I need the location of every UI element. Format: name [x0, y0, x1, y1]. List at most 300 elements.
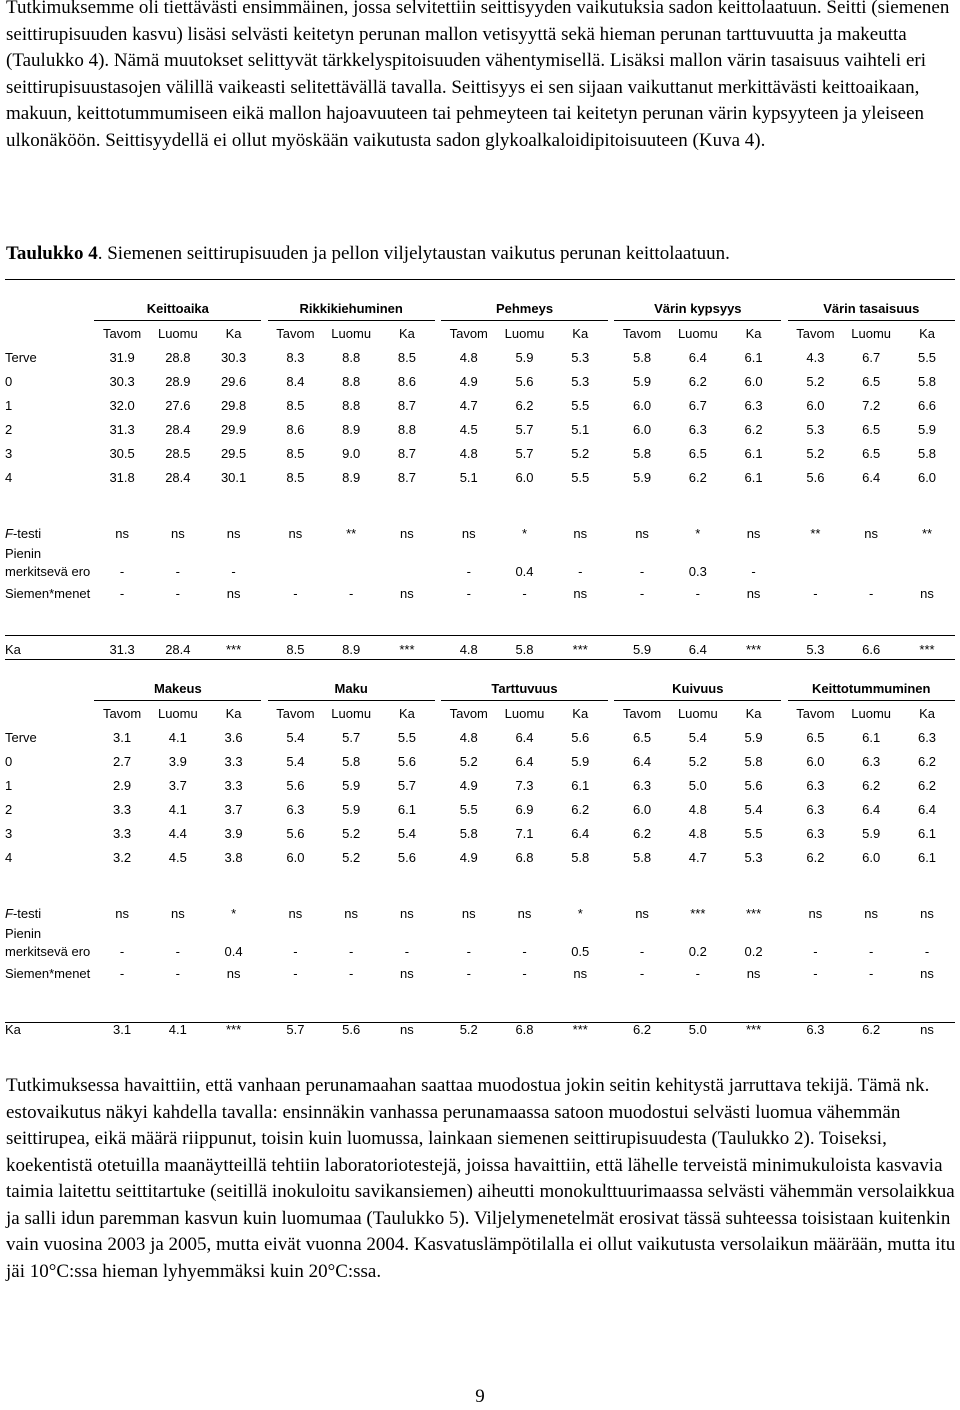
table-cell	[899, 561, 955, 581]
row-label-ka: Ka	[5, 1021, 21, 1037]
table-cell: 5.6	[515, 373, 534, 389]
table-cell: -	[175, 585, 181, 601]
table-cell: 6.8	[515, 1021, 534, 1037]
table-cell: 29.9	[220, 421, 247, 437]
table-cell: ns	[920, 905, 934, 921]
table-cell: 5.5	[571, 469, 590, 485]
table-cell: ns	[573, 525, 588, 541]
table-cell: 3.7	[224, 801, 243, 817]
table-cell: -	[119, 943, 125, 959]
table-cell: ns	[864, 525, 879, 541]
table-row	[5, 725, 955, 749]
table-cell: ns	[170, 525, 185, 541]
column-header: Ka	[225, 705, 242, 721]
table-cell: ***	[226, 1021, 242, 1037]
table-cell: 6.0	[633, 397, 652, 413]
table-cell: *	[577, 905, 583, 921]
table-cell: 5.9	[342, 777, 361, 793]
table-cell: 8.8	[342, 373, 361, 389]
table-cell: 4.8	[459, 641, 478, 657]
row-label-pienin: Pienin	[5, 545, 42, 561]
table-cell: 3.3	[113, 825, 132, 841]
table-cell: 6.1	[862, 729, 881, 745]
table-cell	[268, 561, 324, 581]
table-cell: 5.8	[571, 849, 590, 865]
table-cell: -	[293, 943, 298, 959]
table-row	[5, 925, 955, 941]
spacer-cell	[5, 621, 955, 637]
table-cell: 0.2	[744, 943, 763, 959]
table-cell: 6.5	[688, 445, 707, 461]
table-cell: ns	[400, 965, 414, 981]
table-cell: 30.3	[109, 373, 135, 389]
table-cell: 6.3	[862, 753, 881, 769]
table-cell: ns	[288, 905, 303, 921]
table-cell: 8.7	[397, 469, 416, 485]
table-cell: 4.1	[168, 1021, 187, 1037]
table-cell: 5.2	[806, 373, 825, 389]
table-cell: -	[868, 943, 874, 959]
table-cell: 5.5	[397, 729, 416, 745]
table-cell: 3.6	[224, 729, 243, 745]
spacer-cell	[94, 545, 955, 561]
column-header: Ka	[745, 705, 762, 721]
spacer-row	[5, 605, 955, 621]
table-cell: *	[695, 525, 701, 541]
column-header: Luomu	[677, 705, 718, 721]
row-label: 4	[5, 469, 13, 485]
table-cell: -	[293, 965, 298, 981]
table-cell: 5.3	[571, 373, 590, 389]
table-cell: 31.3	[109, 421, 135, 437]
table-cell: ns	[400, 905, 414, 921]
spacer-row	[5, 985, 955, 1001]
table-row	[5, 393, 955, 417]
table-cell: -	[695, 585, 700, 601]
column-header: Tavom	[622, 325, 662, 341]
table-cell: 32.0	[109, 397, 135, 413]
table-cell: 3.3	[113, 801, 132, 817]
table-cell: 6.1	[744, 445, 763, 461]
column-header: Ka	[225, 325, 242, 341]
table-cell: 8.4	[286, 373, 305, 389]
table-cell: 6.2	[633, 825, 652, 841]
table-row	[5, 797, 955, 821]
table-cell: ns	[746, 585, 761, 601]
table-cell: 5.9	[633, 373, 652, 389]
column-header: Luomu	[504, 705, 545, 721]
table-cell: 4.8	[459, 729, 478, 745]
table-cell: 6.0	[633, 421, 652, 437]
column-header: Tavom	[449, 325, 488, 341]
spacer-cell	[5, 869, 955, 885]
table-cell: 29.6	[220, 373, 247, 389]
table-cell: ***	[745, 905, 762, 921]
table-cell: 6.4	[571, 825, 590, 841]
table-cell: 8.5	[286, 641, 305, 657]
table-cell: 6.4	[515, 729, 534, 745]
table-cell: 5.4	[286, 753, 305, 769]
table-cell: 6.2	[917, 777, 937, 793]
table-cell: 5.3	[744, 849, 763, 865]
spacer-row	[5, 621, 955, 637]
table-cell: 6.3	[633, 777, 652, 793]
table-cell: 8.8	[397, 421, 416, 437]
table-cell: **	[921, 525, 933, 541]
table-cell: ns	[461, 905, 476, 921]
table-cell: 6.4	[917, 801, 937, 817]
table-cell: -	[293, 585, 298, 601]
table-cell: 6.2	[571, 801, 590, 817]
table-cell: 5.6	[286, 777, 305, 793]
table-cell: 5.9	[571, 753, 590, 769]
table-cell: -	[119, 585, 125, 601]
column-header: Luomu	[851, 325, 892, 341]
column-header: Luomu	[157, 705, 198, 721]
column-header: Luomu	[851, 705, 892, 721]
table-cell: 4.8	[688, 801, 707, 817]
table-cell: 6.2	[633, 1021, 652, 1037]
table-cell: 5.0	[688, 777, 707, 793]
table-cooking-quality-a	[5, 279, 955, 657]
table-cell: 6.3	[806, 801, 825, 817]
subheader-row	[5, 701, 955, 726]
table-cell: ns	[808, 905, 823, 921]
table-cell: 8.5	[397, 349, 416, 365]
row-label: 1	[5, 777, 13, 793]
table-cell: 5.7	[515, 445, 534, 461]
table-cell: 5.6	[571, 729, 590, 745]
row-label-merkitseva: merkitsevä ero	[5, 563, 91, 579]
column-header: Luomu	[504, 325, 545, 341]
row-label-pienin: Pienin	[5, 925, 42, 941]
table-cell: ns	[226, 525, 241, 541]
table-cell: ns	[115, 525, 129, 541]
table-cell: 7.2	[862, 397, 881, 413]
table-cell: 4.9	[459, 849, 478, 865]
table-cell: 8.5	[286, 445, 305, 461]
table-cell: ns	[344, 905, 359, 921]
table-cell: 5.4	[688, 729, 707, 745]
table-cell: 5.2	[459, 753, 478, 769]
table-cell: 5.5	[459, 801, 478, 817]
table-row	[5, 941, 955, 961]
group-header: Makeus	[94, 676, 261, 701]
table-cell: 6.0	[515, 469, 534, 485]
ftesti-f: F	[5, 525, 13, 541]
table-cell: 28.5	[165, 445, 191, 461]
column-header: Tavom	[796, 325, 835, 341]
table-cell: 31.8	[109, 469, 135, 485]
table-cell: 4.7	[688, 849, 707, 865]
table-cell: ns	[400, 585, 414, 601]
table-cell: 3.9	[224, 825, 243, 841]
column-header: Ka	[919, 325, 935, 341]
table-cell: 5.7	[342, 729, 361, 745]
table-cell: 5.9	[744, 729, 763, 745]
table-cell: 6.2	[688, 469, 707, 485]
table-cell	[323, 561, 379, 581]
table-row	[5, 417, 955, 441]
table-row	[5, 821, 955, 845]
table-cell: 5.8	[342, 753, 361, 769]
table-cell: 28.8	[165, 349, 191, 365]
table-cell: 30.5	[109, 445, 135, 461]
table-cell: -	[349, 965, 354, 981]
table-cell: -	[639, 965, 645, 981]
table-cell: 28.4	[165, 641, 191, 657]
table-row	[5, 1017, 955, 1041]
table-cell: 8.5	[286, 469, 305, 485]
ftesti-f: F	[5, 905, 13, 921]
table-cell: 28.4	[165, 469, 191, 485]
group-header: Värin tasaisuus	[788, 296, 955, 321]
table-cell: 6.7	[688, 397, 707, 413]
table-cell: 6.2	[515, 397, 534, 413]
table-cell: -	[639, 585, 645, 601]
spacer-row	[5, 505, 955, 521]
table-cell: 5.2	[571, 445, 590, 461]
table-cell: 6.3	[806, 1021, 825, 1037]
table-row	[5, 561, 955, 581]
table-cell: 28.4	[165, 421, 191, 437]
table-cell: 6.3	[917, 729, 937, 745]
table-cell: -	[404, 943, 410, 959]
table-cell: 0.5	[571, 943, 590, 959]
column-header: Ka	[572, 705, 589, 721]
table-cell: 5.9	[633, 641, 652, 657]
table-cell: 5.6	[397, 849, 416, 865]
table-cell: 5.9	[342, 801, 361, 817]
table-cell: ns	[920, 1021, 934, 1037]
table-cell: ns	[573, 585, 588, 601]
table-cell: -	[639, 563, 645, 579]
table-cell: 5.9	[515, 349, 534, 365]
table-cell: 5.5	[744, 825, 763, 841]
table-cell: -	[522, 585, 527, 601]
group-header: Kuivuus	[614, 676, 781, 701]
table-cell: ns	[226, 585, 241, 601]
table-cell: 4.3	[806, 349, 825, 365]
table-cell: ***	[572, 1021, 588, 1037]
table-cell: 7.1	[515, 825, 534, 841]
table-cell: 6.9	[515, 801, 534, 817]
table-cell: -	[349, 943, 354, 959]
table-cell: 8.7	[397, 397, 416, 413]
table-cell: ***	[572, 641, 588, 657]
table-cell: 7.3	[515, 777, 534, 793]
data-table	[5, 660, 955, 1041]
table-cell: ns	[635, 905, 649, 921]
table-cell: 6.1	[917, 849, 937, 865]
table-cell: ns	[400, 525, 414, 541]
row-label: 2	[5, 421, 13, 437]
table-cell: -	[119, 965, 125, 981]
table-cell: 28.9	[165, 373, 191, 389]
table-cell: 0.4	[515, 563, 534, 579]
table-cell: 2.7	[113, 753, 132, 769]
table-cell: ***	[919, 641, 935, 657]
table-cell: 6.4	[633, 753, 652, 769]
table-cell: 8.3	[286, 349, 305, 365]
group-header-row	[5, 676, 955, 701]
table-cell: 6.0	[286, 849, 305, 865]
table-cell: 29.5	[220, 445, 247, 461]
table-cell: 6.5	[862, 373, 881, 389]
table-cell: 4.8	[459, 349, 478, 365]
table-cell: 6.5	[633, 729, 652, 745]
corner-cell	[5, 676, 94, 701]
row-label: 3	[5, 445, 13, 461]
table-cell: 5.7	[397, 777, 416, 793]
table-cell: 5.7	[515, 421, 534, 437]
table-cell: 5.8	[744, 753, 763, 769]
row-label-siemen: Siemen*menet	[5, 965, 91, 981]
table-cell: ns	[400, 1021, 414, 1037]
spacer-cell	[94, 925, 955, 941]
column-header: Luomu	[677, 325, 718, 341]
spacer-row	[5, 280, 955, 296]
table-cell: -	[231, 563, 236, 579]
table-cell: 5.9	[633, 469, 652, 485]
table-cell: -	[522, 965, 527, 981]
table-cell: 5.2	[688, 753, 707, 769]
table-cell: 3.7	[168, 777, 187, 793]
page-number: 9	[475, 1386, 485, 1407]
table-cell	[379, 561, 435, 581]
table-cell: 6.8	[515, 849, 534, 865]
table-cell: 5.4	[286, 729, 305, 745]
table-cell: ns	[226, 965, 241, 981]
table-row	[5, 637, 955, 661]
table-cell: -	[813, 943, 818, 959]
caption-text: . Siemenen seittirupisuuden ja pellon viljelytaustan vaikutus perunan keittolaatuun.	[97, 243, 730, 264]
table-cell: 5.8	[459, 825, 478, 841]
table-cell: -	[466, 943, 471, 959]
table-cell: -	[578, 563, 583, 579]
table-cell: 6.1	[744, 469, 763, 485]
table-cell: ns	[517, 905, 532, 921]
table-cell: 4.8	[459, 445, 478, 461]
table-cell: 6.0	[806, 753, 825, 769]
table-cell: ***	[399, 641, 415, 657]
table-cell: -	[813, 965, 818, 981]
table-cell: 6.3	[286, 801, 305, 817]
table-cell: 6.1	[397, 801, 416, 817]
corner-cell	[5, 321, 94, 346]
caption-label: Taulukko 4	[6, 243, 98, 264]
table-cell: ns	[920, 965, 934, 981]
table-cell: 5.7	[286, 1021, 305, 1037]
table-cell: 6.7	[862, 349, 881, 365]
table-cell: -	[349, 585, 354, 601]
table-cell: -	[175, 563, 181, 579]
spacer-row	[5, 1001, 955, 1017]
table-cell: 5.6	[342, 1021, 361, 1037]
column-header: Luomu	[331, 325, 372, 341]
table-cell: 6.3	[744, 397, 763, 413]
table-cell: ns	[920, 585, 934, 601]
table-cell: ns	[746, 525, 761, 541]
table-cell: 6.2	[862, 777, 881, 793]
spacer-cell	[5, 280, 955, 296]
table-cell: 5.6	[397, 753, 416, 769]
table-cell: 6.2	[917, 753, 937, 769]
table-cell: 6.2	[806, 849, 825, 865]
corner-cell	[5, 701, 94, 726]
table-cell: 6.1	[917, 825, 937, 841]
table-cell: 29.8	[220, 397, 247, 413]
table-cell: *	[231, 905, 237, 921]
table-cell: 4.9	[459, 777, 478, 793]
table-cell: 5.8	[633, 445, 652, 461]
table-cell: -	[813, 585, 818, 601]
table-cell: 8.9	[342, 469, 361, 485]
spacer-row	[5, 660, 955, 676]
spacer-cell	[5, 660, 955, 676]
table-cell: 5.9	[862, 825, 881, 841]
table-cell: 0.3	[688, 563, 707, 579]
table-row	[5, 773, 955, 797]
table-cell: 30.1	[220, 469, 247, 485]
spacer-cell	[5, 985, 955, 1001]
table-cell: ***	[690, 905, 706, 921]
table-cell: ns	[635, 525, 649, 541]
table-cell: 4.1	[168, 801, 187, 817]
table-cell: 5.8	[633, 849, 652, 865]
table-cell: 8.7	[397, 445, 416, 461]
table-row	[5, 845, 955, 869]
table-cell: 6.5	[806, 729, 825, 745]
column-header: Ka	[398, 705, 415, 721]
row-label: 4	[5, 849, 13, 865]
table-cell: 5.5	[571, 397, 590, 413]
table-cell: 6.6	[862, 641, 881, 657]
column-header: Tavom	[102, 705, 142, 721]
table-row	[5, 465, 955, 489]
table-row	[5, 961, 955, 985]
table-cell: 8.6	[286, 421, 305, 437]
table-cell: 5.2	[342, 849, 361, 865]
table-cell: 5.6	[806, 469, 825, 485]
table-cell: 4.5	[168, 849, 187, 865]
table-cell: 5.3	[571, 349, 590, 365]
table-cell: 6.6	[917, 397, 937, 413]
table-cell: 4.5	[459, 421, 478, 437]
table-row	[5, 345, 955, 369]
table-cell: 30.3	[220, 349, 247, 365]
table-cell: -	[639, 943, 645, 959]
table-cell: 6.4	[862, 801, 881, 817]
table-cell: 4.1	[168, 729, 187, 745]
table-cell: 5.3	[806, 641, 825, 657]
table-cell: 5.2	[342, 825, 361, 841]
table-cell: 6.4	[688, 349, 707, 365]
table-cell: -	[466, 585, 471, 601]
group-header-row	[5, 296, 955, 321]
table-cell: 5.5	[917, 349, 937, 365]
table-cell: ns	[170, 905, 185, 921]
table-cell	[843, 561, 899, 581]
table-cell: 5.9	[917, 421, 937, 437]
column-header: Tavom	[796, 705, 835, 721]
table-cell: 8.8	[342, 397, 361, 413]
spacer-cell	[5, 885, 955, 901]
table-cell: 6.2	[688, 373, 707, 389]
row-label: 3	[5, 825, 13, 841]
table-cell: 4.8	[688, 825, 707, 841]
table-cell: -	[119, 563, 125, 579]
